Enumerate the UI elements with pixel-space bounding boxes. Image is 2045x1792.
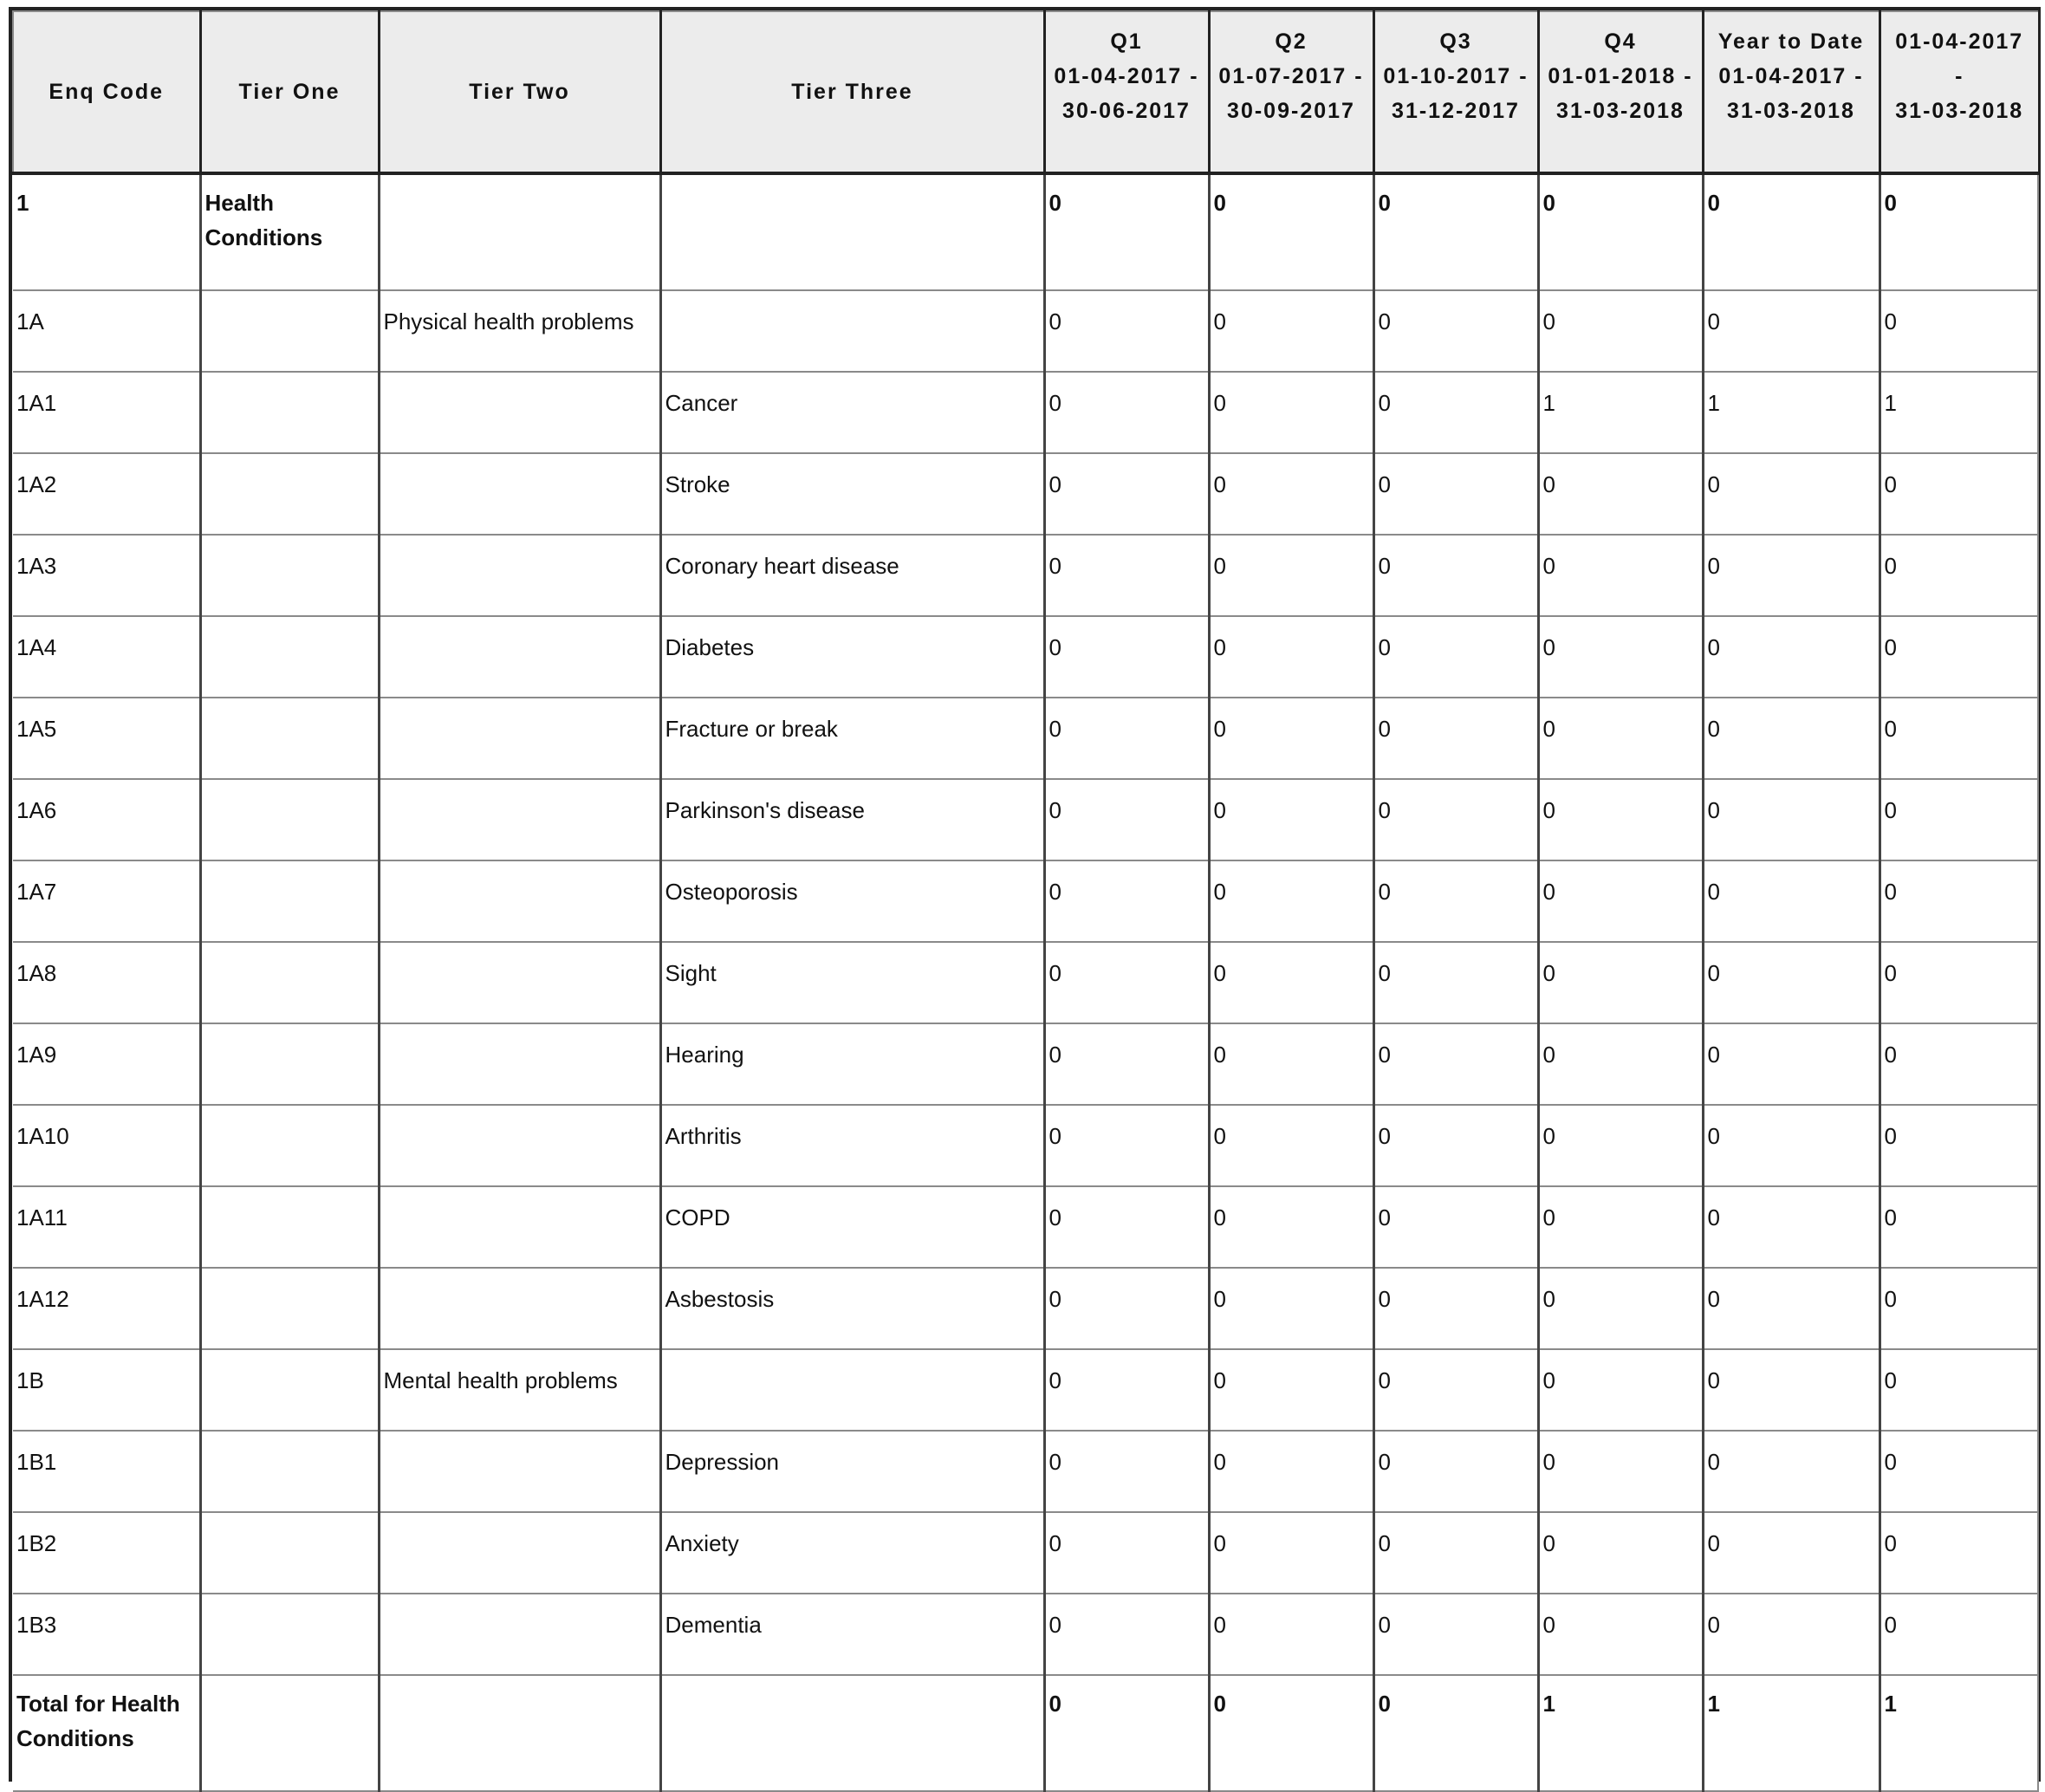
header-full-period	[1879, 11, 2038, 173]
cell-tier-two	[379, 942, 660, 1023]
cell-q4: 0	[1538, 1186, 1703, 1268]
header-full-end: 31-03-2018	[1895, 99, 2024, 123]
cell-q4: 0	[1538, 1512, 1703, 1594]
cell-q2: 0	[1209, 860, 1373, 942]
header-q3-end: 31-12-2017	[1392, 99, 1520, 123]
cell-q1: 0	[1044, 860, 1209, 942]
cell-tier-one	[200, 1431, 379, 1512]
cell-tier-two	[379, 372, 660, 453]
cell-q4: 0	[1538, 453, 1703, 535]
cell-enq-code: 1B1	[13, 1431, 200, 1512]
header-q1-end: 30-06-2017	[1062, 99, 1191, 123]
cell-tier-three: Parkinson's disease	[660, 779, 1044, 860]
cell-full-period: 1	[1879, 1675, 2038, 1791]
cell-tier-three	[660, 1349, 1044, 1431]
cell-q1: 0	[1044, 942, 1209, 1023]
cell-year-to-date: 1	[1703, 1675, 1879, 1791]
cell-tier-three: Diabetes	[660, 616, 1044, 698]
table-row	[13, 1594, 2038, 1675]
cell-tier-one	[200, 1023, 379, 1105]
cell-tier-three: Coronary heart disease	[660, 535, 1044, 616]
cell-tier-two: Mental health problems	[379, 1349, 660, 1431]
header-q4-start: 01-01-2018 -	[1548, 64, 1693, 88]
cell-year-to-date: 0	[1703, 1268, 1879, 1349]
cell-enq-code: 1A4	[13, 616, 200, 698]
cell-q1: 0	[1044, 698, 1209, 779]
cell-q3: 0	[1373, 779, 1538, 860]
cell-tier-one	[200, 779, 379, 860]
cell-tier-three: Hearing	[660, 1023, 1044, 1105]
cell-tier-three: Arthritis	[660, 1105, 1044, 1186]
cell-q3: 0	[1373, 1594, 1538, 1675]
cell-tier-two	[379, 453, 660, 535]
cell-tier-one: Health Conditions	[200, 173, 379, 290]
cell-enq-code: 1A6	[13, 779, 200, 860]
cell-tier-three: Stroke	[660, 453, 1044, 535]
cell-enq-code: 1A9	[13, 1023, 200, 1105]
cell-q3: 0	[1373, 453, 1538, 535]
header-tier-three: Tier Three	[660, 11, 1044, 173]
table-row	[13, 942, 2038, 1023]
cell-full-period: 0	[1879, 1023, 2038, 1105]
cell-q2: 0	[1209, 942, 1373, 1023]
cell-tier-one	[200, 535, 379, 616]
cell-year-to-date: 0	[1703, 942, 1879, 1023]
cell-q3: 0	[1373, 1431, 1538, 1512]
cell-enq-code: 1	[13, 173, 200, 290]
enquiry-table	[12, 10, 2039, 1792]
table-row	[13, 372, 2038, 453]
cell-q2: 0	[1209, 1594, 1373, 1675]
cell-q3: 0	[1373, 290, 1538, 372]
table-row	[13, 173, 2038, 290]
cell-q1: 0	[1044, 290, 1209, 372]
cell-q1: 0	[1044, 372, 1209, 453]
cell-q3: 0	[1373, 1512, 1538, 1594]
cell-enq-code: 1B2	[13, 1512, 200, 1594]
cell-enq-code: 1A12	[13, 1268, 200, 1349]
enquiry-report	[9, 7, 2041, 1782]
cell-q1: 0	[1044, 1512, 1209, 1594]
cell-q1: 0	[1044, 616, 1209, 698]
table-row	[13, 616, 2038, 698]
header-ytd-start: 01-04-2017 -	[1718, 64, 1864, 88]
cell-tier-one	[200, 1594, 379, 1675]
table-row	[13, 453, 2038, 535]
cell-full-period: 0	[1879, 535, 2038, 616]
cell-full-period: 0	[1879, 698, 2038, 779]
cell-q1: 0	[1044, 1268, 1209, 1349]
cell-tier-one	[200, 860, 379, 942]
cell-q1: 0	[1044, 1431, 1209, 1512]
cell-tier-one	[200, 1512, 379, 1594]
cell-q2: 0	[1209, 698, 1373, 779]
cell-tier-one	[200, 1186, 379, 1268]
cell-full-period: 0	[1879, 942, 2038, 1023]
cell-enq-code: 1B3	[13, 1594, 200, 1675]
cell-q4: 0	[1538, 860, 1703, 942]
cell-enq-code: 1B	[13, 1349, 200, 1431]
cell-tier-two	[379, 1268, 660, 1349]
cell-enq-code: 1A3	[13, 535, 200, 616]
cell-q2: 0	[1209, 1186, 1373, 1268]
cell-full-period: 0	[1879, 173, 2038, 290]
cell-q3: 0	[1373, 173, 1538, 290]
cell-enq-code: 1A2	[13, 453, 200, 535]
cell-tier-one	[200, 616, 379, 698]
header-ytd-label: Year to Date	[1717, 29, 1865, 54]
cell-q3: 0	[1373, 1186, 1538, 1268]
header-full-start: -	[1955, 64, 1964, 88]
cell-tier-one	[200, 1675, 379, 1791]
cell-tier-two	[379, 1431, 660, 1512]
cell-q1: 0	[1044, 1675, 1209, 1791]
cell-enq-code: 1A5	[13, 698, 200, 779]
cell-enq-code: 1A	[13, 290, 200, 372]
cell-q1: 0	[1044, 453, 1209, 535]
header-tier-two: Tier Two	[379, 11, 660, 173]
cell-year-to-date: 0	[1703, 453, 1879, 535]
cell-q3: 0	[1373, 535, 1538, 616]
cell-q3: 0	[1373, 1105, 1538, 1186]
cell-full-period: 1	[1879, 372, 2038, 453]
cell-q4: 0	[1538, 1023, 1703, 1105]
header-row	[13, 11, 2038, 173]
cell-q2: 0	[1209, 1512, 1373, 1594]
cell-full-period: 0	[1879, 779, 2038, 860]
table-body	[13, 173, 2038, 1791]
cell-tier-two	[379, 1023, 660, 1105]
cell-year-to-date: 0	[1703, 1349, 1879, 1431]
cell-tier-three: Asbestosis	[660, 1268, 1044, 1349]
cell-q2: 0	[1209, 1105, 1373, 1186]
cell-q4: 1	[1538, 372, 1703, 453]
header-q1-start: 01-04-2017 -	[1054, 64, 1199, 88]
cell-q2: 0	[1209, 1268, 1373, 1349]
cell-q4: 1	[1538, 1675, 1703, 1791]
header-full-label: 01-04-2017	[1895, 29, 2024, 54]
cell-year-to-date: 0	[1703, 1186, 1879, 1268]
cell-year-to-date: 0	[1703, 860, 1879, 942]
cell-full-period: 0	[1879, 1105, 2038, 1186]
cell-tier-three: Cancer	[660, 372, 1044, 453]
cell-q2: 0	[1209, 290, 1373, 372]
cell-year-to-date: 0	[1703, 1512, 1879, 1594]
header-q2	[1209, 11, 1373, 173]
header-q1	[1044, 11, 1209, 173]
cell-full-period: 0	[1879, 1349, 2038, 1431]
cell-q2: 0	[1209, 1349, 1373, 1431]
header-q4-label: Q4	[1604, 29, 1637, 54]
cell-year-to-date: 0	[1703, 1105, 1879, 1186]
cell-q1: 0	[1044, 1594, 1209, 1675]
cell-tier-three: Sight	[660, 942, 1044, 1023]
cell-year-to-date: 0	[1703, 535, 1879, 616]
cell-q2: 0	[1209, 1675, 1373, 1791]
cell-year-to-date: 0	[1703, 616, 1879, 698]
cell-q4: 0	[1538, 1268, 1703, 1349]
table-row	[13, 535, 2038, 616]
cell-tier-two	[379, 698, 660, 779]
cell-tier-two	[379, 1512, 660, 1594]
cell-tier-one	[200, 1105, 379, 1186]
cell-tier-one	[200, 1268, 379, 1349]
cell-year-to-date: 0	[1703, 779, 1879, 860]
cell-tier-three: COPD	[660, 1186, 1044, 1268]
cell-enq-code: 1A11	[13, 1186, 200, 1268]
cell-q1: 0	[1044, 1186, 1209, 1268]
cell-tier-one	[200, 1349, 379, 1431]
cell-q4: 0	[1538, 779, 1703, 860]
header-year-to-date	[1703, 11, 1879, 173]
table-row	[13, 1431, 2038, 1512]
cell-q4: 0	[1538, 535, 1703, 616]
cell-year-to-date: 0	[1703, 1023, 1879, 1105]
cell-q1: 0	[1044, 173, 1209, 290]
cell-tier-two: Physical health problems	[379, 290, 660, 372]
cell-enq-code: 1A1	[13, 372, 200, 453]
table-row	[13, 1186, 2038, 1268]
cell-tier-three	[660, 1675, 1044, 1791]
cell-full-period: 0	[1879, 616, 2038, 698]
header-tier-one: Tier One	[200, 11, 379, 173]
cell-q4: 0	[1538, 173, 1703, 290]
table-row	[13, 290, 2038, 372]
cell-tier-two	[379, 1594, 660, 1675]
cell-q4: 0	[1538, 616, 1703, 698]
cell-tier-two	[379, 1105, 660, 1186]
table-row	[13, 860, 2038, 942]
header-ytd-end: 31-03-2018	[1727, 99, 1855, 123]
header-q2-start: 01-07-2017 -	[1218, 64, 1364, 88]
cell-tier-two	[379, 779, 660, 860]
cell-q2: 0	[1209, 616, 1373, 698]
cell-tier-three: Fracture or break	[660, 698, 1044, 779]
cell-q1: 0	[1044, 535, 1209, 616]
header-q4-end: 31-03-2018	[1556, 99, 1685, 123]
table-row	[13, 1105, 2038, 1186]
cell-q3: 0	[1373, 942, 1538, 1023]
cell-tier-two	[379, 616, 660, 698]
cell-q4: 0	[1538, 1431, 1703, 1512]
cell-year-to-date: 0	[1703, 173, 1879, 290]
table-row	[13, 1512, 2038, 1594]
header-q3-label: Q3	[1439, 29, 1472, 54]
cell-year-to-date: 0	[1703, 1594, 1879, 1675]
cell-tier-three: Dementia	[660, 1594, 1044, 1675]
cell-tier-three: Depression	[660, 1431, 1044, 1512]
cell-tier-two	[379, 173, 660, 290]
cell-q1: 0	[1044, 1105, 1209, 1186]
table-row	[13, 1023, 2038, 1105]
cell-q1: 0	[1044, 1349, 1209, 1431]
cell-full-period: 0	[1879, 1186, 2038, 1268]
cell-full-period: 0	[1879, 1512, 2038, 1594]
cell-enq-code: 1A8	[13, 942, 200, 1023]
cell-q3: 0	[1373, 372, 1538, 453]
cell-full-period: 0	[1879, 860, 2038, 942]
table-row	[13, 698, 2038, 779]
cell-tier-two	[379, 535, 660, 616]
header-q2-label: Q2	[1275, 29, 1308, 54]
cell-tier-one	[200, 942, 379, 1023]
cell-q1: 0	[1044, 779, 1209, 860]
cell-q2: 0	[1209, 1023, 1373, 1105]
cell-tier-three	[660, 290, 1044, 372]
cell-q4: 0	[1538, 942, 1703, 1023]
cell-q4: 0	[1538, 1349, 1703, 1431]
table-row	[13, 1268, 2038, 1349]
table-row	[13, 1675, 2038, 1791]
cell-tier-one	[200, 453, 379, 535]
cell-q3: 0	[1373, 1675, 1538, 1791]
cell-q4: 0	[1538, 1105, 1703, 1186]
header-q4	[1538, 11, 1703, 173]
cell-full-period: 0	[1879, 1594, 2038, 1675]
header-q3	[1373, 11, 1538, 173]
cell-full-period: 0	[1879, 453, 2038, 535]
header-q1-label: Q1	[1110, 29, 1143, 54]
cell-q4: 0	[1538, 290, 1703, 372]
cell-year-to-date: 0	[1703, 698, 1879, 779]
cell-tier-two	[379, 860, 660, 942]
cell-tier-one	[200, 372, 379, 453]
cell-tier-two	[379, 1186, 660, 1268]
cell-enq-code: 1A7	[13, 860, 200, 942]
cell-tier-three	[660, 173, 1044, 290]
cell-year-to-date: 0	[1703, 290, 1879, 372]
table-row	[13, 1349, 2038, 1431]
cell-q3: 0	[1373, 1349, 1538, 1431]
cell-tier-three: Anxiety	[660, 1512, 1044, 1594]
cell-full-period: 0	[1879, 290, 2038, 372]
cell-tier-two	[379, 1675, 660, 1791]
cell-q2: 0	[1209, 453, 1373, 535]
cell-tier-one	[200, 698, 379, 779]
cell-tier-one	[200, 290, 379, 372]
table-row	[13, 779, 2038, 860]
cell-q1: 0	[1044, 1023, 1209, 1105]
cell-q2: 0	[1209, 173, 1373, 290]
header-q2-end: 30-09-2017	[1227, 99, 1355, 123]
cell-q2: 0	[1209, 372, 1373, 453]
cell-year-to-date: 0	[1703, 1431, 1879, 1512]
cell-q3: 0	[1373, 616, 1538, 698]
cell-q3: 0	[1373, 860, 1538, 942]
cell-tier-three: Osteoporosis	[660, 860, 1044, 942]
cell-q2: 0	[1209, 535, 1373, 616]
cell-q3: 0	[1373, 1023, 1538, 1105]
cell-q3: 0	[1373, 698, 1538, 779]
header-q3-start: 01-10-2017 -	[1383, 64, 1529, 88]
cell-full-period: 0	[1879, 1268, 2038, 1349]
cell-full-period: 0	[1879, 1431, 2038, 1512]
cell-enq-code: Total for Health Conditions	[13, 1675, 200, 1791]
cell-enq-code: 1A10	[13, 1105, 200, 1186]
cell-q2: 0	[1209, 779, 1373, 860]
cell-year-to-date: 1	[1703, 372, 1879, 453]
cell-q4: 0	[1538, 698, 1703, 779]
header-enq-code: Enq Code	[13, 11, 200, 173]
cell-q4: 0	[1538, 1594, 1703, 1675]
cell-q2: 0	[1209, 1431, 1373, 1512]
cell-q3: 0	[1373, 1268, 1538, 1349]
